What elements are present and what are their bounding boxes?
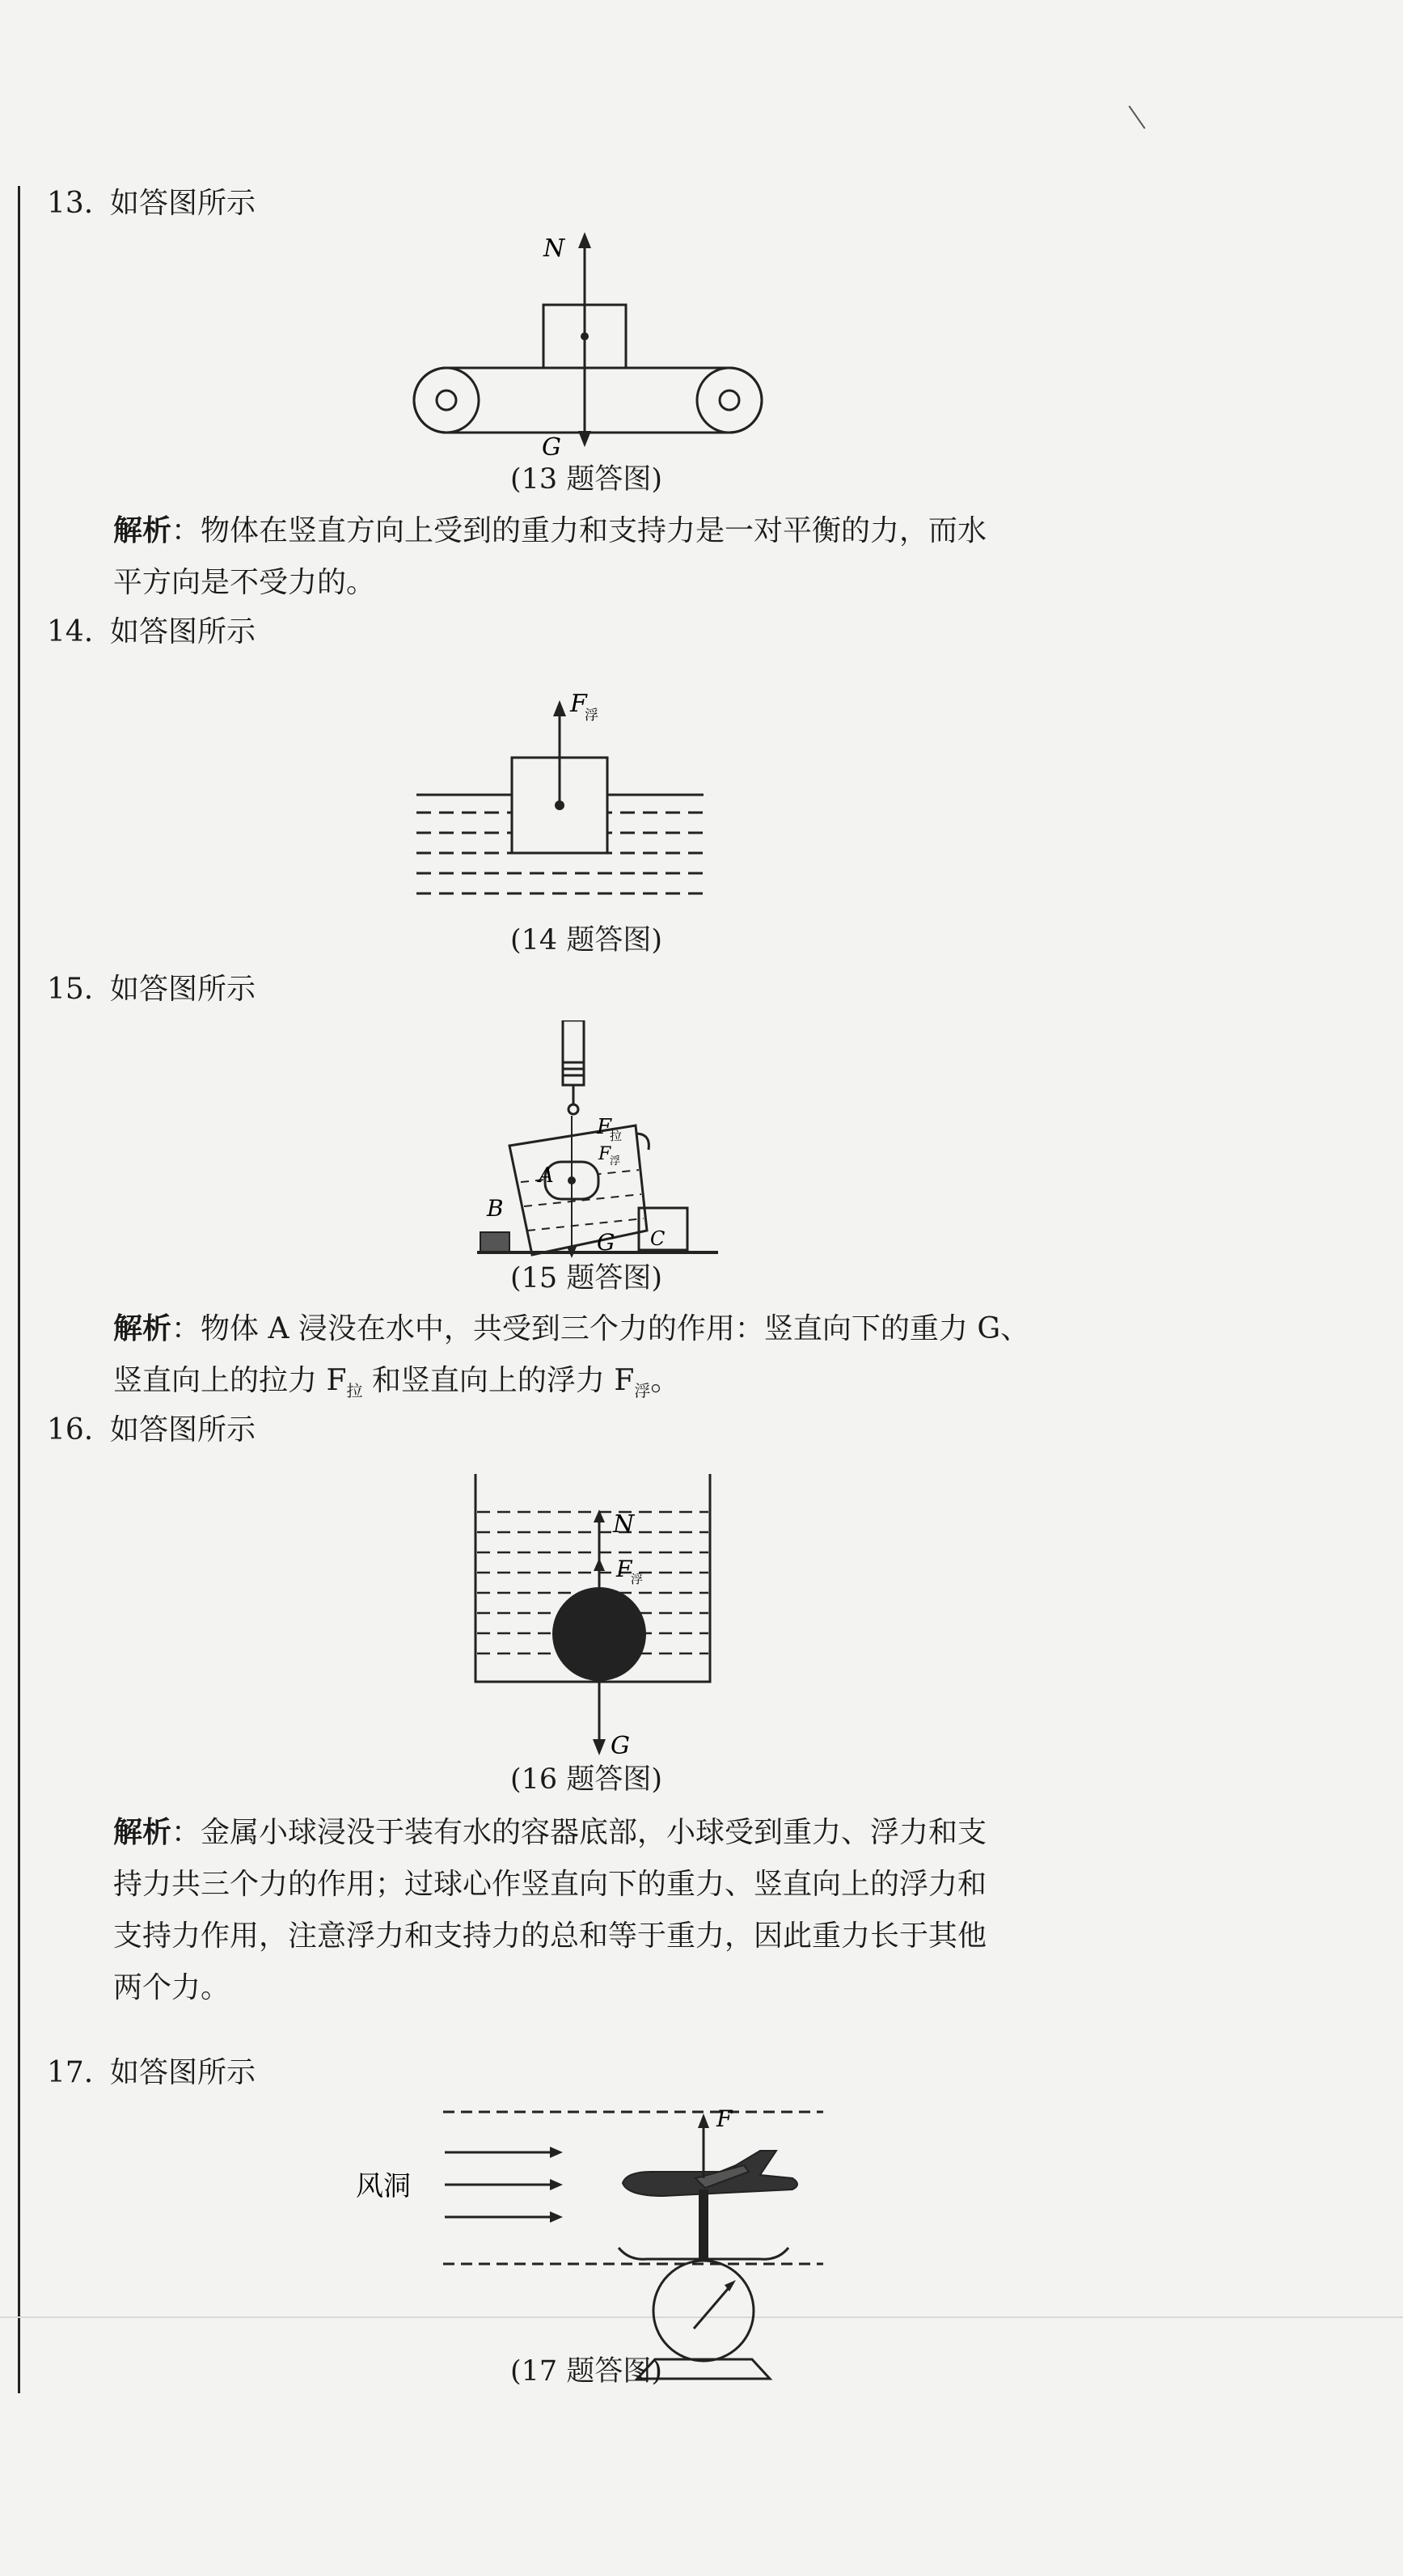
q15-support-block — [480, 1232, 509, 1252]
q13-normal-arrowhead — [578, 232, 591, 248]
q16-buoyancy-arrowhead — [594, 1558, 605, 1571]
q16-title: 如答图所示 — [110, 1413, 256, 1446]
q15-analysis-text-2a: 竖直向上的拉力 F — [113, 1364, 347, 1397]
q16-gravity-arrowhead — [593, 1739, 606, 1755]
q17-label-wind-tunnel: 风洞 — [356, 2170, 411, 2202]
q15-analysis-line-1 — [113, 1303, 1100, 1355]
q15-analysis-label: 解析 — [113, 1312, 172, 1345]
q16-analysis-text-1: ：金属小球浸没于装有水的容器底部，小球受到重力、浮力和支 — [171, 1816, 987, 1849]
q16-analysis — [113, 1807, 1100, 2014]
q16-analysis-line-1 — [113, 1807, 1100, 1859]
q14-figure — [416, 679, 716, 922]
q17-scale-pointer — [694, 2283, 733, 2329]
q15-analysis-line-2 — [113, 1355, 1100, 1417]
q16-figure — [469, 1467, 728, 1775]
q17-lift-arrowhead — [698, 2114, 709, 2128]
q13-analysis-line-1 — [113, 505, 1100, 557]
q14-buoyancy-arrowhead — [553, 700, 566, 716]
q17-support-rod — [699, 2190, 708, 2259]
q16-analysis-line-3: 支持力作用，注意浮力和支持力的总和等于重力，因此重力长于其他 — [113, 1919, 987, 1953]
q16-analysis-line-2: 持力共三个力的作用；过球心作竖直向下的重力、竖直向上的浮力和 — [113, 1868, 987, 1901]
q15-caption: (15 题答图) — [510, 1262, 662, 1294]
q13-caption: (13 题答图) — [510, 463, 662, 496]
q13-left-roller-hub — [437, 391, 456, 410]
q15-label-F-pull: F — [597, 1115, 612, 1139]
q14-label-F-sub: 浮 — [585, 707, 598, 724]
q14-label-F: F — [570, 690, 587, 718]
q15-label-F-buoy-sub: 浮 — [610, 1155, 621, 1168]
q13-belt-outline — [414, 368, 762, 433]
q13-title: 如答图所示 — [110, 187, 256, 220]
q17-number: 17. — [47, 2056, 94, 2089]
q17-caption: (17 题答图) — [510, 2355, 662, 2388]
q17-wind-arrows — [445, 2147, 563, 2223]
q17-heading — [47, 2054, 256, 2092]
q16-heading — [47, 1411, 256, 1450]
q15-figure — [477, 1020, 720, 1283]
q13-right-roller — [697, 368, 762, 433]
q13-analysis — [113, 505, 1100, 609]
q14-heading — [47, 613, 256, 652]
q13-analysis-line-2: 平方向是不受力的。 — [113, 566, 376, 599]
q17-airplane-model — [623, 2151, 797, 2196]
q13-left-roller — [414, 368, 479, 433]
q15-label-F-pull-sub: 拉 — [610, 1129, 623, 1143]
q13-gravity-arrowhead — [578, 431, 591, 447]
q15-spring-coils — [563, 1062, 584, 1075]
q15-number: 15. — [47, 973, 94, 1006]
q15-analysis-text-1: ：物体 A 浸没在水中，共受到三个力的作用：竖直向下的重力 G、 — [171, 1312, 1030, 1345]
q15-hook — [568, 1104, 578, 1114]
q15-analysis — [113, 1303, 1100, 1417]
q13-right-roller-hub — [720, 391, 739, 410]
q15-analysis-sub-buoy: 浮 — [634, 1381, 651, 1401]
q16-label-G: G — [611, 1732, 630, 1760]
q17-title: 如答图所示 — [110, 2056, 256, 2089]
q15-title: 如答图所示 — [110, 973, 256, 1006]
q15-label-A: A — [539, 1163, 554, 1188]
q16-label-N: N — [613, 1510, 635, 1539]
q15-analysis-sub-pull: 拉 — [346, 1381, 363, 1401]
q14-number: 14. — [47, 615, 94, 648]
q15-analysis-text-2b: 和竖直向上的浮力 F — [362, 1364, 635, 1397]
q16-analysis-label: 解析 — [113, 1816, 172, 1849]
q16-label-F: F — [616, 1556, 632, 1582]
q17-scale-dial — [653, 2261, 754, 2361]
q16-number: 16. — [47, 1413, 94, 1446]
q14-caption: (14 题答图) — [510, 924, 662, 956]
q15-label-C: C — [650, 1227, 666, 1250]
q13-label-G: G — [542, 433, 561, 462]
q14-title: 如答图所示 — [110, 615, 256, 648]
q16-label-F-sub: 浮 — [631, 1572, 644, 1586]
q13-heading — [47, 184, 256, 223]
q16-analysis-line-4: 两个力。 — [113, 1971, 230, 2004]
stray-pen-mark — [1128, 106, 1145, 129]
q15-label-B: B — [487, 1195, 504, 1222]
q15-heading — [47, 970, 256, 1009]
q13-label-N: N — [543, 234, 565, 263]
q13-analysis-label: 解析 — [113, 514, 172, 547]
q13-analysis-text-1: ：物体在竖直方向上受到的重力和支持力是一对平衡的力，而水 — [171, 514, 987, 547]
q15-label-F-buoy: F — [598, 1144, 611, 1164]
q17-label-F: F — [716, 2105, 733, 2132]
q13-figure — [404, 230, 776, 465]
q13-number: 13. — [47, 187, 94, 220]
q15-analysis-text-2c: 。 — [650, 1364, 680, 1397]
left-margin-rule — [18, 186, 20, 2393]
q16-caption: (16 题答图) — [510, 1763, 662, 1796]
q15-label-G: G — [597, 1229, 615, 1256]
